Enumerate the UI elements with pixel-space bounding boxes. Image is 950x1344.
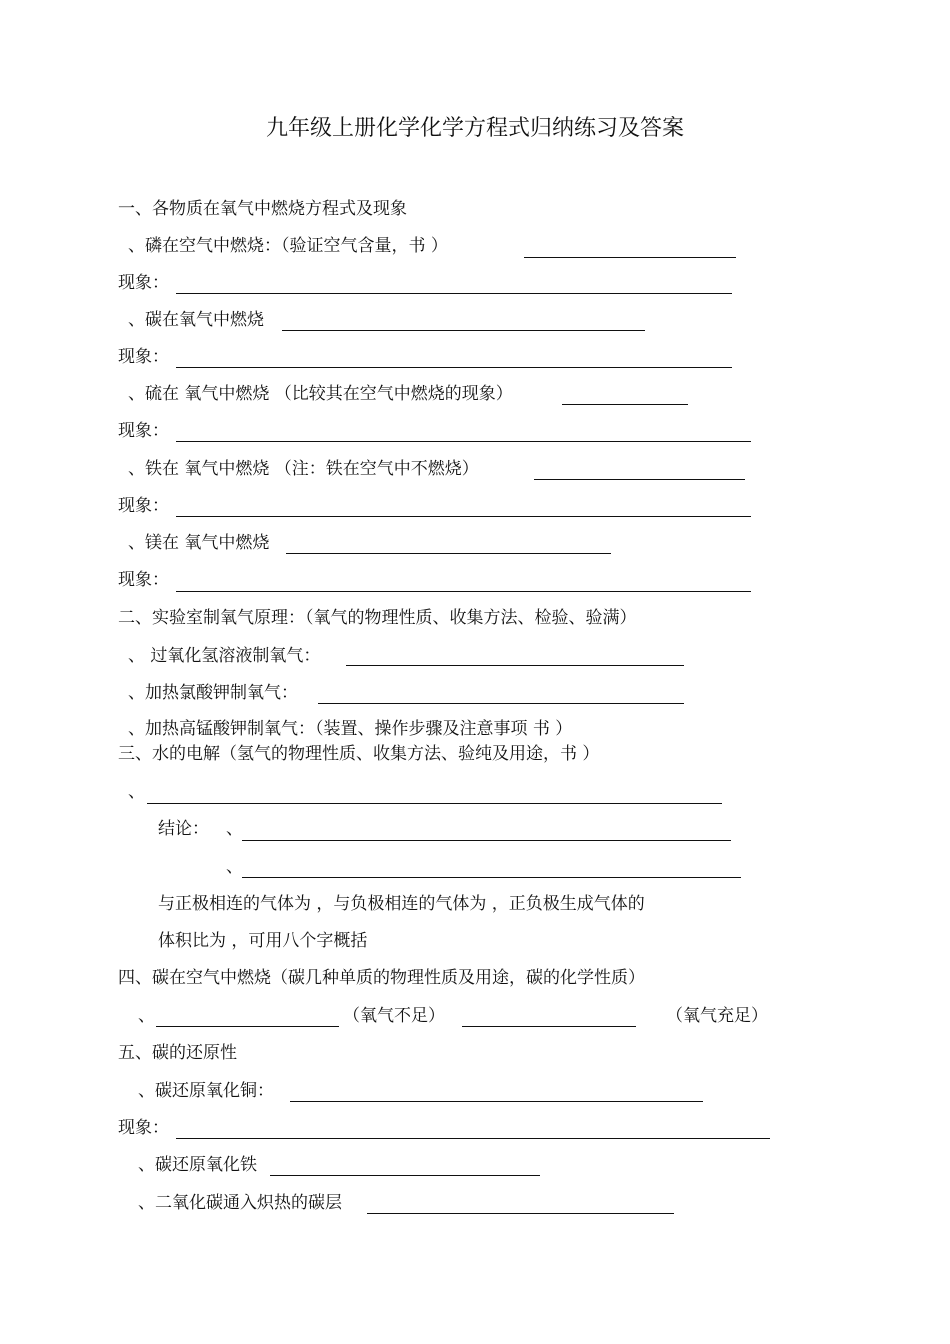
item-co2-hot-carbon: 、二氧化碳通入炽热的碳层 — [138, 1193, 342, 1213]
answer-line — [156, 1026, 339, 1027]
answer-line — [176, 293, 732, 294]
section-5-heading: 五、碳的还原性 — [118, 1043, 237, 1063]
oxygen-insufficient-label: （氧气不足） — [343, 1006, 445, 1026]
section-1-heading: 一、各物质在氧气中燃烧方程式及现象 — [118, 199, 407, 219]
fill-in-sentence: 体积比为 ，可用八个字概括 — [158, 931, 368, 951]
section-3-heading: 三、水的电解（氢气的物理性质、收集方法、验纯及用途，书 ） — [118, 744, 600, 764]
item-magnesium-combustion: 、镁在 氧气中燃烧 — [128, 533, 270, 553]
item-potassium-chlorate: 、加热氯酸钾制氧气： — [128, 683, 298, 703]
answer-line — [290, 1101, 703, 1102]
conclusion-item: 、 — [226, 819, 243, 839]
section-4-heading: 四、碳在空气中燃烧（碳几种单质的物理性质及用途，碳的化学性质） — [118, 968, 645, 988]
section-2-heading: 二、实验室制氧气原理：（氧气的物理性质、收集方法、检验、验满） — [118, 608, 637, 628]
answer-line — [346, 665, 684, 666]
item-water-electrolysis: 、 — [128, 782, 145, 802]
conclusion-label: 结论： — [158, 819, 209, 839]
answer-line — [176, 516, 751, 517]
answer-line — [176, 591, 751, 592]
item-sulfur-combustion: 、硫在 氧气中燃烧 （比较其在空气中燃烧的现象） — [128, 384, 513, 404]
answer-line — [367, 1213, 674, 1214]
answer-line — [318, 703, 684, 704]
answer-line — [176, 441, 751, 442]
item-carbon-reduce-iron-oxide: 、碳还原氧化铁 — [138, 1155, 257, 1175]
phenomenon-label: 现象： — [118, 347, 169, 367]
item-phosphorus-combustion: 、磷在空气中燃烧：（验证空气含量，书 ） — [128, 236, 448, 256]
item-carbon-combustion: 、碳在氧气中燃烧 — [128, 310, 264, 330]
phenomenon-label: 现象： — [118, 273, 169, 293]
answer-line — [242, 877, 741, 878]
fill-in-sentence: 与正极相连的气体为 ，与负极相连的气体为 ，正负极生成气体的 — [158, 894, 645, 914]
item-hydrogen-peroxide: 、 过氧化氢溶液制氧气： — [128, 646, 321, 666]
oxygen-sufficient-label: （氧气充足） — [666, 1006, 768, 1026]
answer-line — [176, 1138, 770, 1139]
item-carbon-in-air: 、 — [138, 1006, 155, 1026]
answer-line — [462, 1026, 636, 1027]
answer-line — [147, 803, 722, 804]
item-iron-combustion: 、铁在 氧气中燃烧 （注：铁在空气中不燃烧） — [128, 459, 479, 479]
phenomenon-label: 现象： — [118, 570, 169, 590]
answer-line — [242, 840, 731, 841]
answer-line — [282, 330, 645, 331]
answer-line — [176, 367, 732, 368]
answer-line — [286, 553, 611, 554]
phenomenon-label: 现象： — [118, 421, 169, 441]
answer-line — [562, 404, 688, 405]
answer-line — [270, 1175, 540, 1176]
answer-line — [534, 479, 745, 480]
conclusion-item: 、 — [226, 857, 243, 877]
page-title: 九年级上册化学化学方程式归纳练习及答案 — [265, 116, 684, 141]
item-carbon-reduce-copper-oxide: 、碳还原氧化铜： — [138, 1081, 274, 1101]
phenomenon-label: 现象： — [118, 496, 169, 516]
item-potassium-permanganate: 、加热高锰酸钾制氧气：（装置、操作步骤及注意事项 书 ） — [128, 719, 573, 739]
answer-line — [524, 257, 736, 258]
phenomenon-label: 现象： — [118, 1118, 169, 1138]
